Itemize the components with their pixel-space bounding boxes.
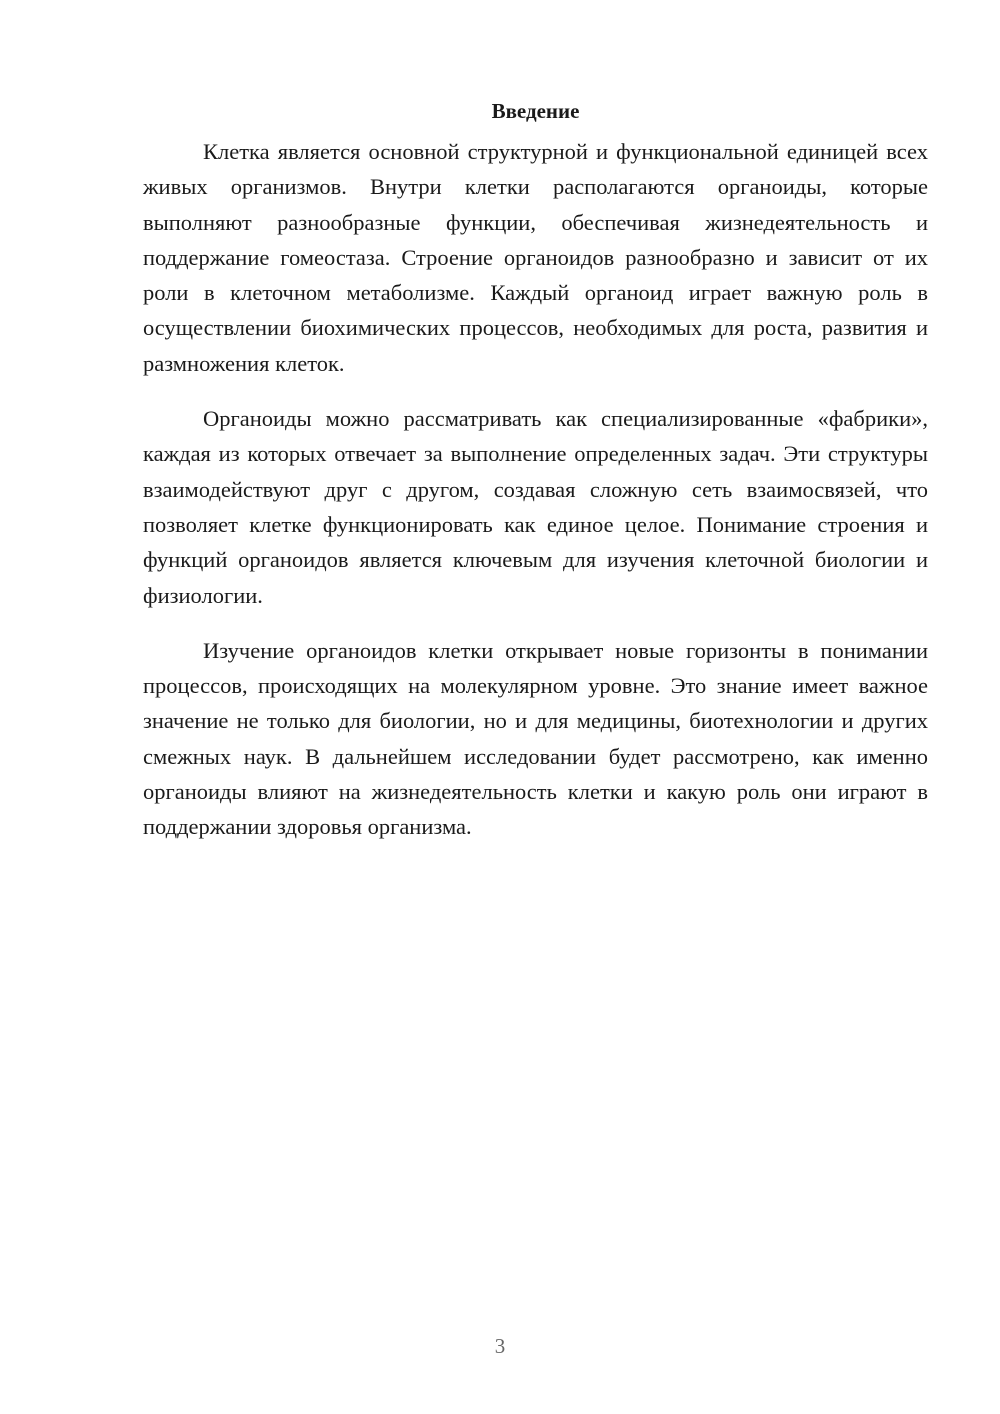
paragraph-3: Изучение органоидов клетки открывает новые горизонты в понимании процессов, происходящих на молекулярном уровне. Это знание имеет важное значение не только для биологии, но и для медицины, биотехнологии и других смежных наук. В дальнейшем исследовании будет рассмотрено, как именно органоиды влияют на жизнедеятельность клетки и какую роль они играют в поддержании здоровья организма. [143, 637, 928, 840]
section-heading: Введение [491, 99, 580, 123]
page-content [143, 96, 928, 865]
paragraph-1: Клетка является основной структурной и функциональной единицей всех живых организмов. Внутри клетки располагаются органоиды, которые выполняют разнообразные функции, обеспечивая жизнедеятельность и поддержание гомеостаза. Строение органоидов разнообразно и зависит от их роли в клеточном метаболизме. Каждый органоид играет важную роль в осуществлении биохимических процессов, необходимых для роста, развития и размножения клеток. [143, 139, 928, 376]
paragraph-2: Органоиды можно рассматривать как специализированные «фабрики», каждая из которых отвечает за выполнение определенных задач. Эти структуры взаимодействуют друг с другом, создавая сложную сеть взаимосвязей, что позволяет клетке функционировать как единое целое. Понимание строения и функций органоидов является ключевым для изучения клеточной биологии и физиологии. [143, 406, 928, 608]
page-number: 3 [494, 1334, 506, 1358]
